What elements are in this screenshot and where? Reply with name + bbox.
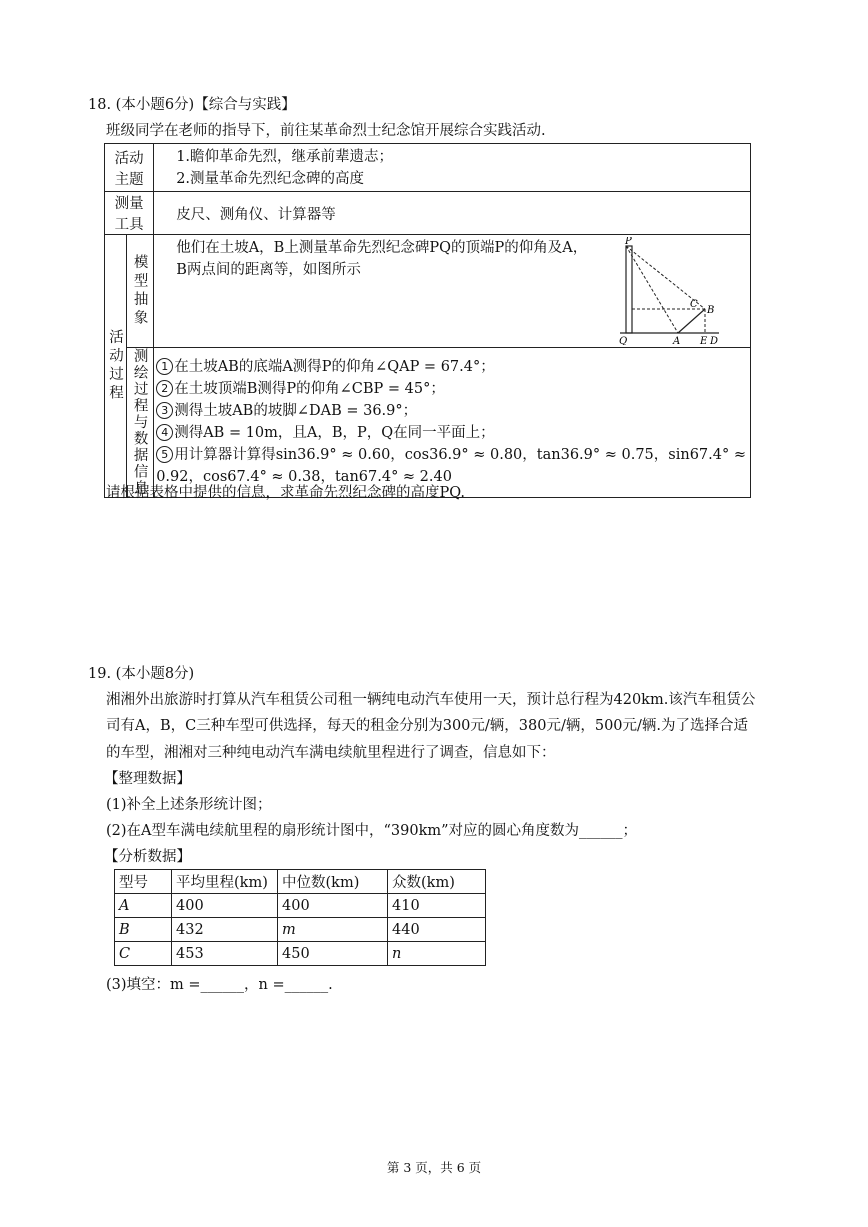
table-header-row bbox=[115, 870, 486, 894]
activity-table bbox=[104, 143, 751, 498]
item-3: 3 测得土坡AB的坡脚∠DAB = 36.9°； bbox=[156, 400, 746, 422]
table-header: 平均里程(km) bbox=[172, 870, 278, 894]
table-header: 型号 bbox=[115, 870, 172, 894]
label-E: E bbox=[700, 336, 708, 345]
item-1: 1 在土坡AB的底端A测得P的仰角∠QAP = 67.4°； bbox=[156, 356, 746, 378]
model-label: 模型抽象 bbox=[127, 235, 154, 348]
table-cell: A bbox=[115, 894, 172, 918]
q19-para-3: 的车型，湘湘对三种纯电动汽车满电续航里程进行了调查，信息如下： bbox=[106, 745, 556, 761]
organize-heading: 【整理数据】 bbox=[104, 771, 191, 787]
theme-value: 1.瞻仰革命先烈，继承前辈遗志； 2.测量革命先烈纪念碑的高度 bbox=[154, 144, 751, 192]
table-header: 中位数(km) bbox=[278, 870, 388, 894]
q18-intro: 班级同学在老师的指导下，前往某革命烈士纪念馆开展综合实践活动. bbox=[106, 123, 546, 139]
model-text-2: B两点间的距离等，如图所示 bbox=[176, 262, 361, 278]
analyze-heading: 【分析数据】 bbox=[104, 849, 191, 865]
page-footer: 第 3 页，共 6 页 bbox=[386, 1160, 482, 1175]
q18-question: 请根据表格中提供的信息，求革命先烈纪念碑的高度PQ. bbox=[106, 485, 466, 501]
theme-label: 活动主题 bbox=[105, 144, 154, 192]
table-cell: n bbox=[388, 942, 486, 966]
analysis-table bbox=[114, 869, 486, 966]
process-label: 活动过程 bbox=[105, 235, 127, 498]
table-row bbox=[115, 918, 486, 942]
measure-label: 测绘过程与数据信息 bbox=[127, 348, 154, 498]
table-cell: 400 bbox=[278, 894, 388, 918]
label-B: B bbox=[707, 305, 715, 316]
table-cell: C bbox=[115, 942, 172, 966]
measure-cell bbox=[154, 348, 751, 498]
table-cell: 432 bbox=[172, 918, 278, 942]
table-header: 众数(km) bbox=[388, 870, 486, 894]
item-5: 5 用计算器计算得sin36.9° ≈ 0.60，cos36.9° ≈ 0.80，tan36.9° ≈ 0.75，sin67.4° ≈ bbox=[156, 444, 746, 466]
q18-header: 18. (本小题6分)【综合与实践】 bbox=[88, 97, 296, 113]
label-A: A bbox=[673, 336, 681, 345]
sub-question-2: (2)在A型车满电续航里程的扇形统计图中，“390km”对应的圆心角度数为______； bbox=[106, 823, 638, 839]
sub-question-1: (1)补全上述条形统计图； bbox=[106, 797, 272, 813]
item-5-cont: 0.92，cos67.4° ≈ 0.38，tan67.4° ≈ 2.40 bbox=[156, 469, 452, 486]
item-4: 4 测得AB = 10m，且A，B，P，Q在同一平面上； bbox=[156, 422, 746, 444]
sub-question-3: (3)填空：m =______，n =______. bbox=[106, 977, 333, 993]
tools-label: 测量工具 bbox=[105, 192, 154, 235]
table-row bbox=[115, 894, 486, 918]
label-Q: Q bbox=[619, 336, 628, 345]
q19-para-2: 司有A，B，C三种车型可供选择，每天的租金分别为300元/辆，380元/辆，500元/辆.为了选择合适 bbox=[106, 718, 749, 734]
label-P: P bbox=[625, 237, 632, 247]
table-cell: m bbox=[278, 918, 388, 942]
model-cell bbox=[154, 235, 751, 348]
table-cell: B bbox=[115, 918, 172, 942]
label-C: C bbox=[690, 299, 698, 310]
q19-para-1: 湘湘外出旅游时打算从汽车租赁公司租一辆纯电动汽车使用一天，预计总行程为420km.该汽车租赁公 bbox=[106, 692, 756, 708]
label-D: D bbox=[710, 336, 719, 345]
table-cell: 450 bbox=[278, 942, 388, 966]
table-row bbox=[115, 942, 486, 966]
table-cell: 410 bbox=[388, 894, 486, 918]
model-text-1: 他们在土坡A，B上测量革命先烈纪念碑PQ的顶端P的仰角及A， bbox=[176, 240, 588, 256]
item-2: 2 在土坡顶端B测得P的仰角∠CBP = 45°； bbox=[156, 378, 746, 400]
q19-header: 19. (本小题8分) bbox=[88, 666, 195, 682]
table-cell: 453 bbox=[172, 942, 278, 966]
table-cell: 400 bbox=[172, 894, 278, 918]
table-cell: 440 bbox=[388, 918, 486, 942]
tools-value: 皮尺、测角仪、计算器等 bbox=[154, 192, 751, 235]
monument-figure bbox=[616, 237, 728, 345]
